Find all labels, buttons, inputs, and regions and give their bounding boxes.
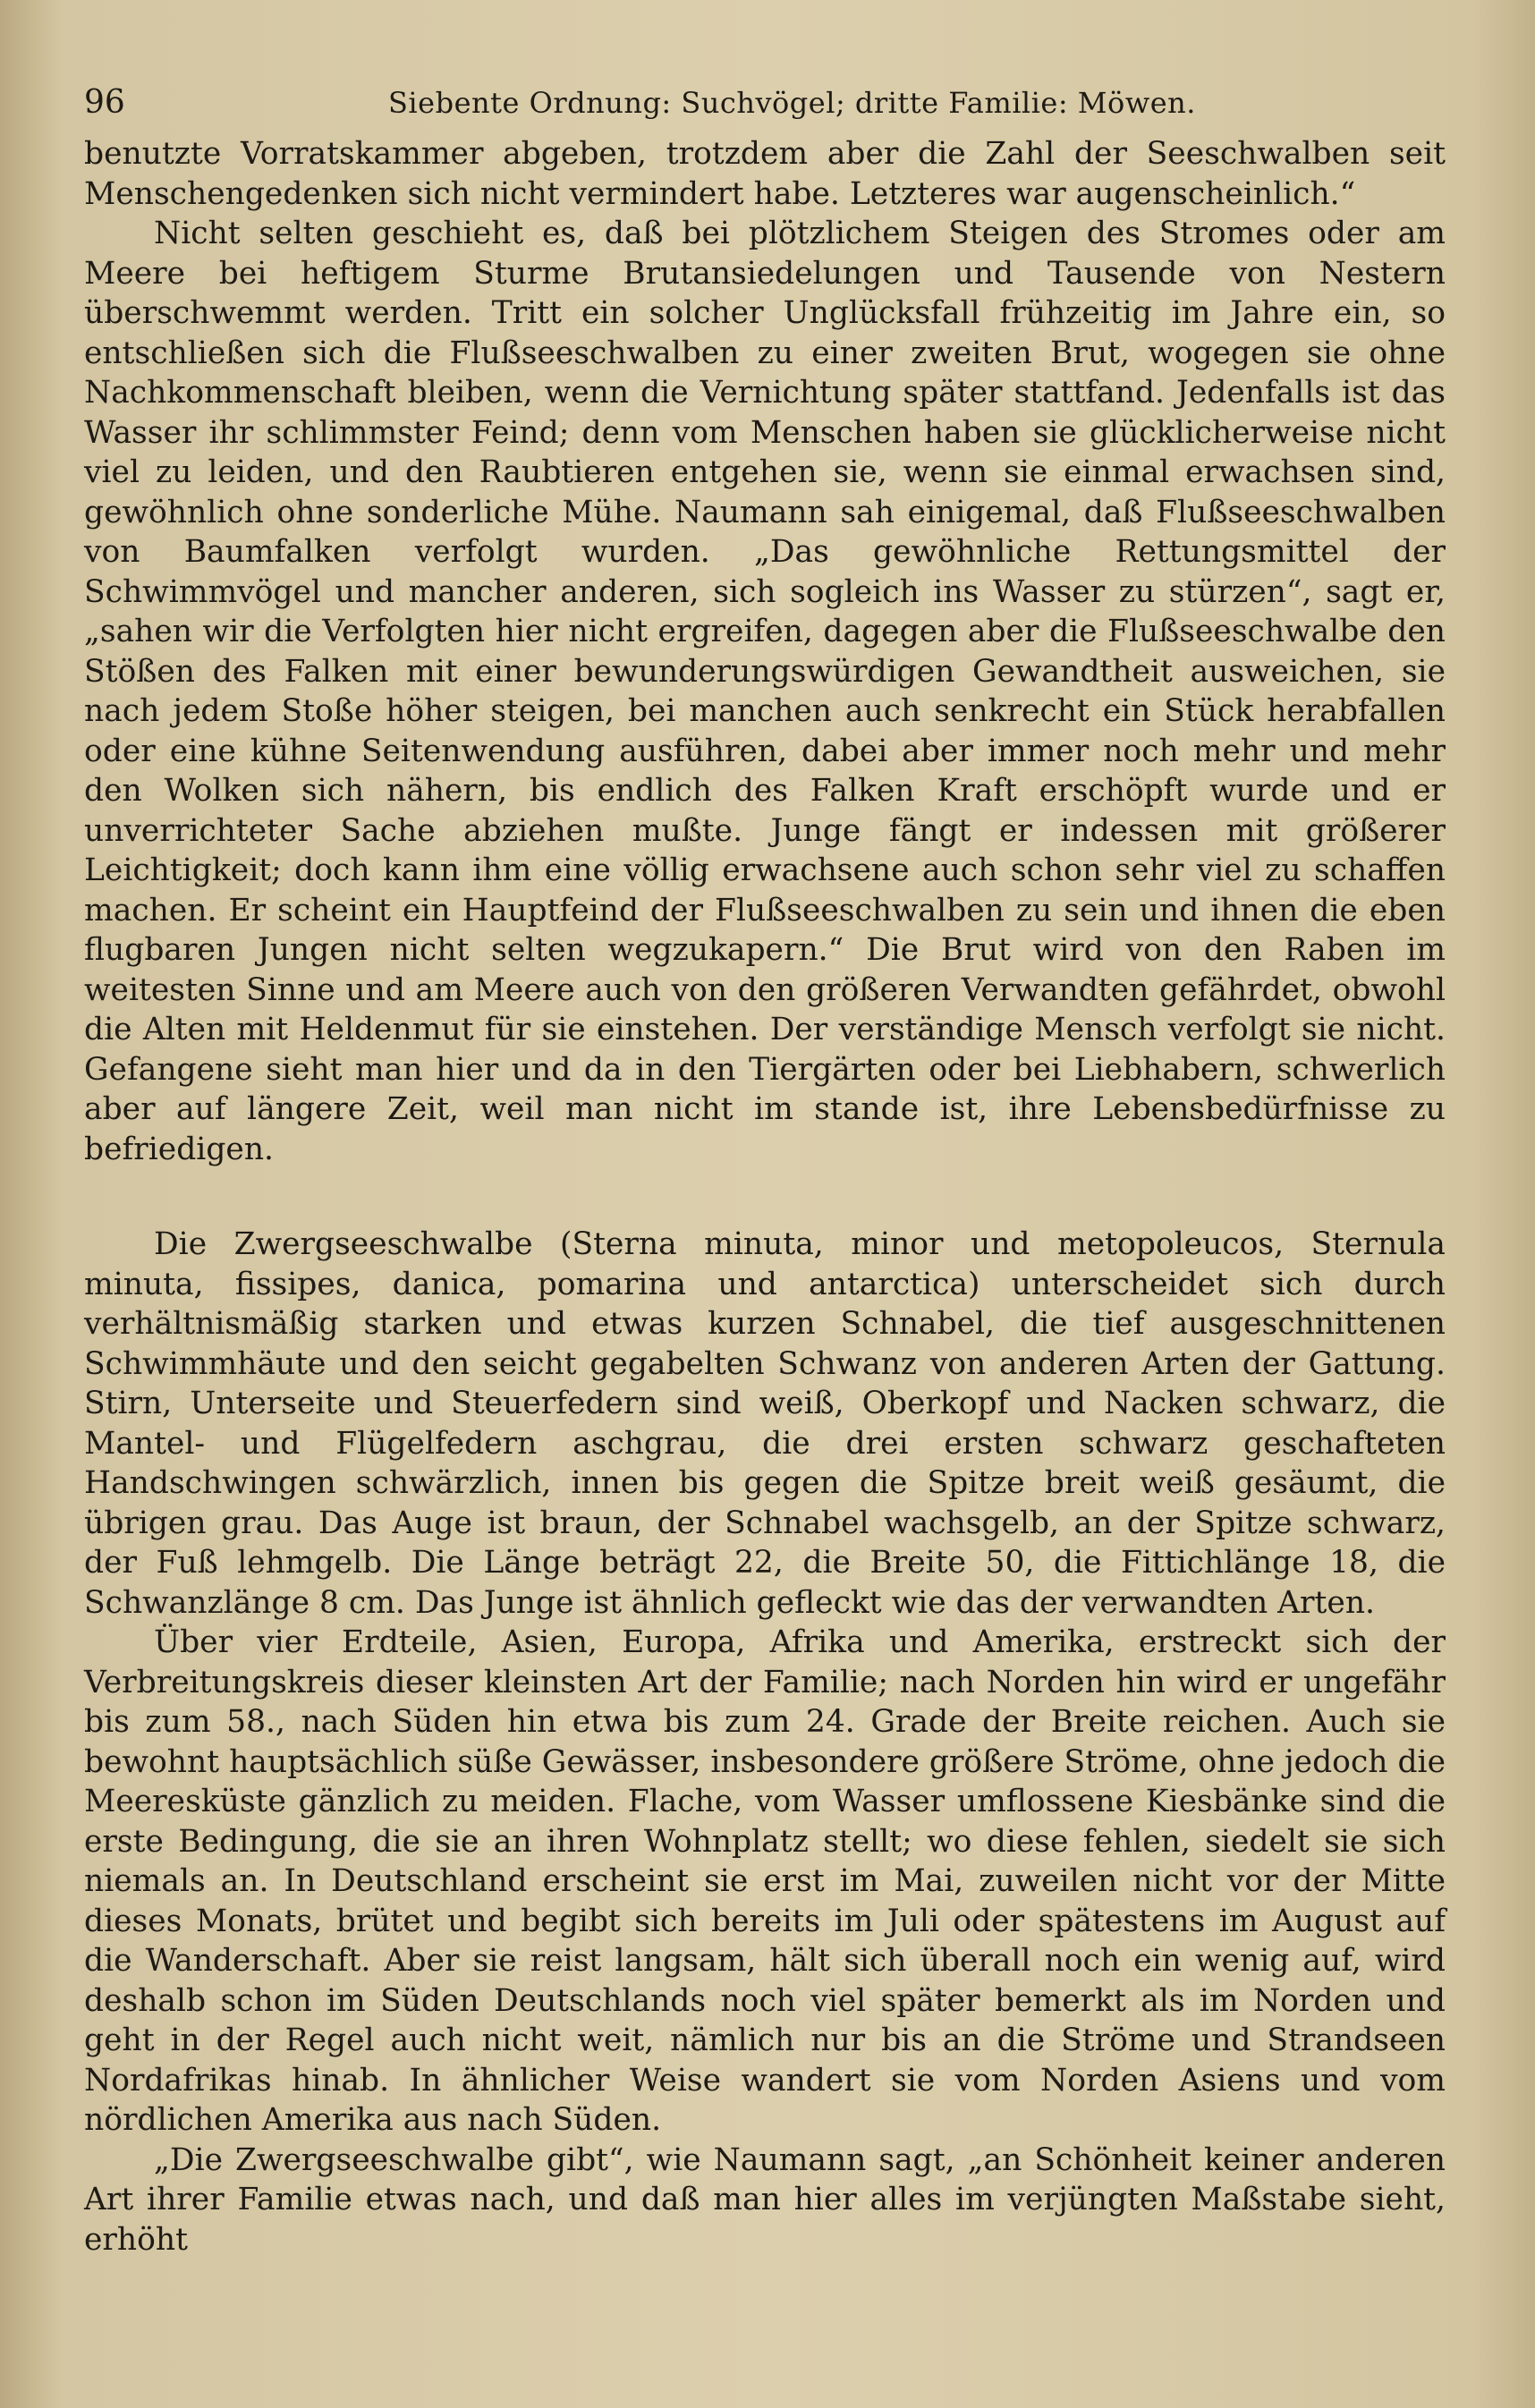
page-content xyxy=(84,75,1446,2260)
paragraph-4: Über vier Erdteile, Asien, Europa, Afrika und Amerika, erstreckt sich der Verbreitungskreis dieser kleinsten Art der Familie; nach Norden hin wird er ungefähr bis zum 58., nach Süden hin etwa bis zum 24. Grade der Breite reichen. Auch sie bewohnt hauptsächlich süße Gewässer, insbesondere größere Ströme, ohne jedoch die Meeresküste gänzlich zu meiden. Flache, vom Wasser umflossene Kiesbänke sind die erste Bedingung, die sie an ihren Wohnplatz stellt; wo diese fehlen, siedelt sie sich niemals an. In Deutschland erscheint sie erst im Mai, zuweilen nicht vor der Mitte dieses Monats, brütet und begibt sich bereits im Juli oder spätestens im August auf die Wanderschaft. Aber sie reist langsam, hält sich überall noch ein wenig auf, wird deshalb schon im Süden Deutschlands noch viel später bemerkt als im Norden und geht in der Regel auch nicht weit, nämlich nur bis an die Ströme und Strandseen Nordafrikas hinab. In ähnlicher Weise wandert sie vom Norden Asiens und vom nördlichen Amerika aus nach Süden. xyxy=(84,1624,1446,2138)
page-header xyxy=(84,75,1446,125)
paragraph-3: Die Zwergseeschwalbe (Sterna minuta, minor und metopoleucos, Sternula minuta, fissipes, danica, pomarina und antarctica) unterscheidet sich durch verhältnismäßig starken und etwas kurzen Schnabel, die tief ausgeschnittenen Schwimmhäute und den seicht gegabelten Schwanz von anderen Arten der Gattung. Stirn, Unterseite und Steuerfedern sind weiß, Oberkopf und Nacken schwarz, die Mantel- und Flügelfedern aschgrau, die drei ersten schwarz geschafteten Handschwingen schwärzlich, innen bis gegen die Spitze breit weiß gesäumt, die übrigen grau. Das Auge ist braun, der Schnabel wachsgelb, an der Spitze schwarz, der Fuß lehmgelb. Die Länge beträgt 22, die Breite 50, die Fittichlänge 18, die Schwanzlänge 8 cm. Das Junge ist ähnlich gefleckt wie das der verwandten Arten. xyxy=(84,1226,1446,1621)
page-number: 96 xyxy=(84,84,125,121)
paragraph-1: benutzte Vorratskammer abgeben, trotzdem aber die Zahl der Seeschwalben seit Menschengedenken sich nicht vermindert habe. Letzteres war augenscheinlich.“ xyxy=(84,136,1446,212)
paragraph-2: Nicht selten geschieht es, daß bei plötzlichem Steigen des Stromes oder am Meere bei heftigem Sturme Brutansiedelungen und Tausende von Nestern überschwemmt werden. Tritt ein solcher Unglücksfall frühzeitig im Jahre ein, so entschließen sich die Flußseeschwalben zu einer zweiten Brut, wogegen sie ohne Nachkommenschaft bleiben, wenn die Vernichtung später stattfand. Jedenfalls ist das Wasser ihr schlimmster Feind; denn vom Menschen haben sie glücklicherweise nicht viel zu leiden, und den Raubtieren entgehen sie, wenn sie einmal erwachsen sind, gewöhnlich ohne sonderliche Mühe. Naumann sah einigemal, daß Flußseeschwalben von Baumfalken verfolgt wurden. „Das gewöhnliche Rettungsmittel der Schwimmvögel und mancher anderen, sich sogleich ins Wasser zu stürzen“, sagt er, „sahen wir die Verfolgten hier nicht ergreifen, dagegen aber die Flußseeschwalbe den Stößen des Falken mit einer bewunderungswürdigen Gewandtheit ausweichen, sie nach jedem Stoße höher steigen, bei manchen auch senkrecht ein Stück herabfallen oder eine kühne Seitenwendung ausführen, dabei aber immer noch mehr und mehr den Wolken sich nähern, bis endlich des Falken Kraft erschöpft wurde und er unverrichteter Sache abziehen mußte. Junge fängt er indessen mit größerer Leichtigkeit; doch kann ihm eine völlig erwachsene auch schon sehr viel zu schaffen machen. Er scheint ein Hauptfeind der Flußseeschwalben zu sein und ihnen die eben flugbaren Jungen nicht selten wegzukapern.“ Die Brut wird von den Raben im weitesten Sinne und am Meere auch von den größeren Verwandten gefährdet, obwohl die Alten mit Heldenmut für sie einstehen. Der verständige Mensch verfolgt sie nicht. Gefangene sieht man hier und da in den Tiergärten oder bei Liebhabern, schwerlich aber auf längere Zeit, weil man nicht im stande ist, ihre Lebensbedürfnisse zu befriedigen. xyxy=(84,216,1446,1167)
paragraph-5: „Die Zwergseeschwalbe gibt“, wie Naumann sagt, „an Schönheit keiner anderen Art ihrer Familie etwas nach, und daß man hier alles im verjüngten Maßstabe sieht, erhöht xyxy=(84,2141,1446,2258)
running-head: Siebente Ordnung: Suchvögel; dritte Familie: Möwen. xyxy=(388,86,1196,120)
